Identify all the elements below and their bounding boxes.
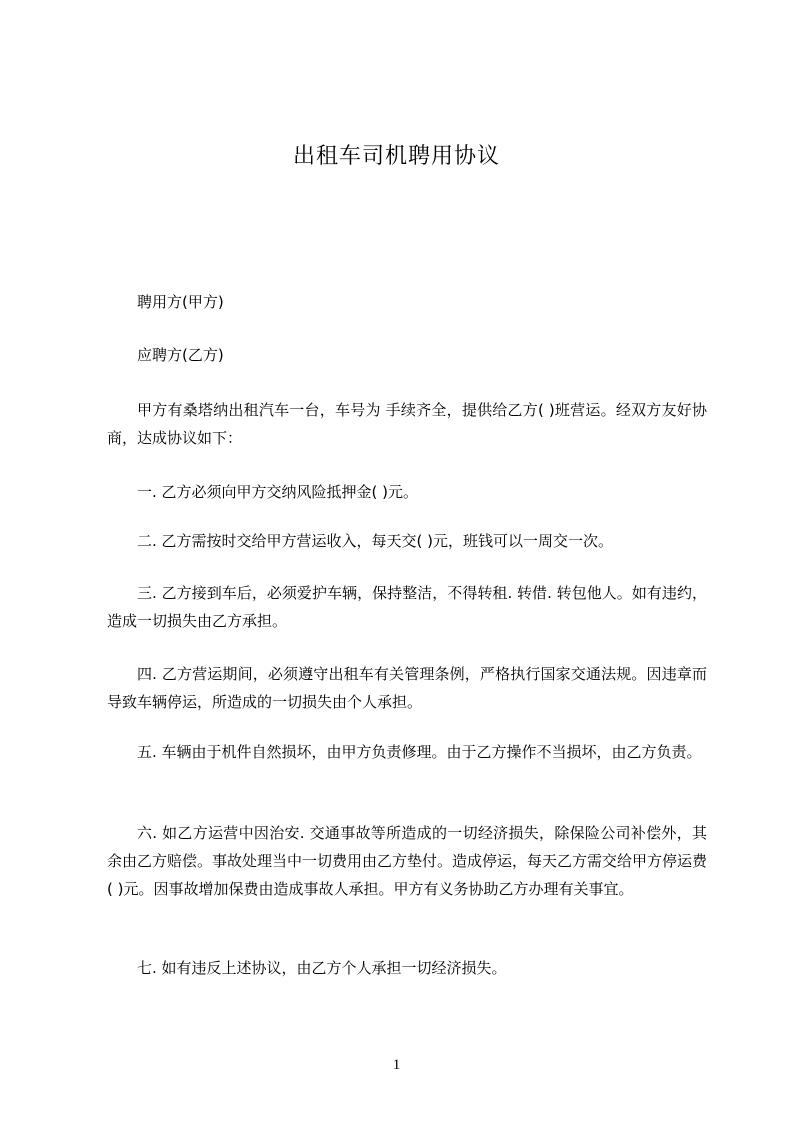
page-number: 1 (392, 1057, 401, 1073)
clause-5: 五. 车辆由于机件自然损坏，由甲方负责修理。由于乙方操作不当损坏，由乙方负责。 (137, 743, 702, 761)
page-title: 出租车司机聘用协议 (292, 144, 500, 169)
clause-3: 三. 乙方接到车后，必须爱护车辆，保持整洁，不得转租. 转借. 转包他人。如有违约，造成一切损失由乙方承担。 (107, 584, 707, 630)
clause-1: 一. 乙方必须向甲方交纳风险抵押金( )元。 (137, 483, 419, 501)
clause-6: 六. 如乙方运营中因治安. 交通事故等所造成的一切经济损失，除保险公司补偿外，其余由乙方赔偿。事故处理当中一切费用由乙方垫付。造成停运，每天乙方需交给甲方停运费( )元。因事故增加保费由造成事故人承担。甲方有义务协助乙方办理有关事宜。 (107, 824, 708, 898)
clause-4: 四. 乙方营运期间，必须遵守出租车有关管理条例，严格执行国家交通法规。因违章而导致车辆停运，所造成的一切损失由个人承担。 (107, 665, 707, 711)
clause-2: 二. 乙方需按时交给甲方营运收入，每天交( )元，班钱可以一周交一次。 (137, 532, 614, 550)
intro-paragraph: 甲方有桑塔纳出租汽车一台，车号为 手续齐全，提供给乙方( )班营运。经双方友好协商，达成协议如下： (107, 401, 707, 447)
party-b-line: 应聘方(乙方) (137, 346, 224, 364)
clause-7: 七. 如有违反上述协议，由乙方个人承担一切经济损失。 (137, 959, 507, 977)
party-a-line: 聘用方(甲方) (137, 293, 224, 311)
